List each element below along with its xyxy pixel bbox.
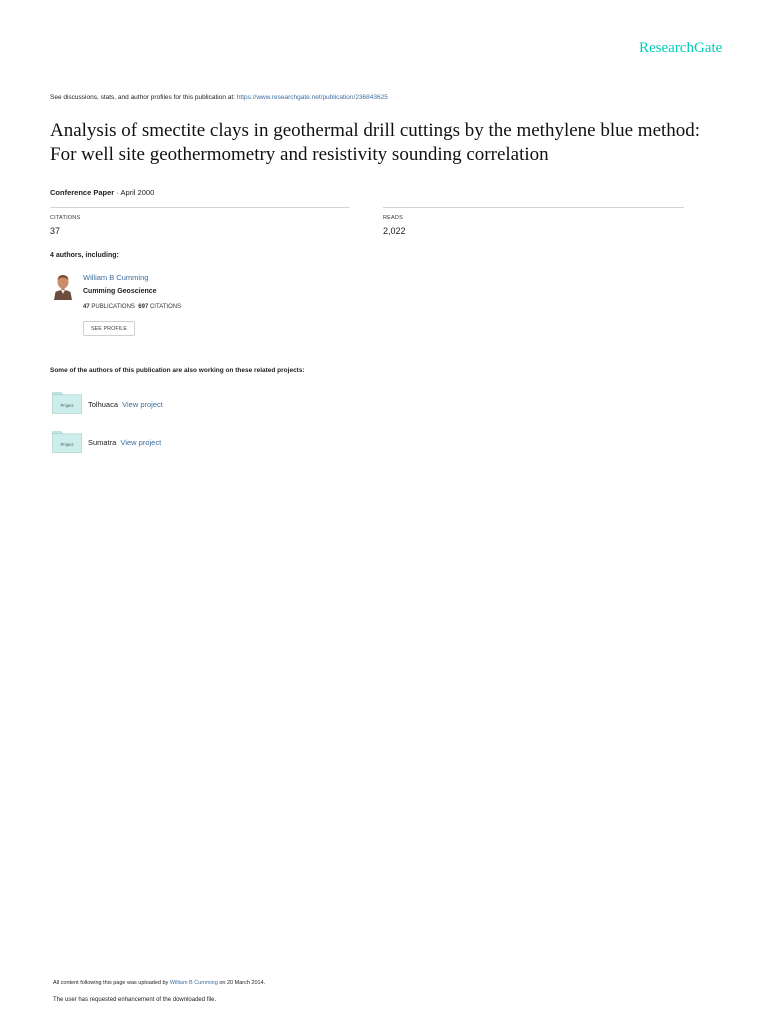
author-citations-count: 697 xyxy=(138,304,149,310)
author-citations-label: CITATIONS xyxy=(149,304,182,310)
view-project-link[interactable]: View project xyxy=(122,400,163,409)
author-name-link[interactable]: William B Cumming xyxy=(83,273,149,282)
discussion-line xyxy=(50,94,388,101)
publication-date: · April 2000 xyxy=(116,188,155,197)
citations-value: 37 xyxy=(50,226,61,236)
project-folder-icon[interactable] xyxy=(52,431,82,453)
project-name: Tolhuaca xyxy=(88,400,119,409)
discussion-prefix: See discussions, stats, and author profiles for this publication at: xyxy=(50,94,235,101)
citations-label: CITATIONS xyxy=(50,215,81,221)
reads-label: READS xyxy=(383,215,403,221)
upload-suffix: on 20 March 2014. xyxy=(219,980,266,986)
see-profile-button[interactable]: SEE PROFILE xyxy=(83,321,135,336)
project-item-sumatra xyxy=(88,438,161,447)
project-folder-label: Project xyxy=(60,403,74,408)
divider-citations xyxy=(50,207,350,208)
publication-title: Analysis of smectite clays in geothermal drill cuttings by the methylene blue method: For well site geothermometry and resistivity sounding correlation xyxy=(50,120,701,165)
reads-value: 2,022 xyxy=(383,226,406,236)
project-folder-label: Project xyxy=(60,442,74,447)
author-avatar[interactable] xyxy=(53,273,73,300)
uploader-link[interactable]: William B Cumming xyxy=(169,980,218,986)
view-project-link[interactable]: View project xyxy=(120,438,162,447)
enhancement-note: The user has requested enhancement of the downloaded file. xyxy=(53,997,217,1003)
project-item-tolhuaca xyxy=(88,400,163,409)
researchgate-logo[interactable]: ResearchGate xyxy=(639,40,723,56)
upload-prefix: All content following this page was uploaded by xyxy=(53,980,169,986)
publication-url-link[interactable]: https://www.researchgate.net/publication/236843625 xyxy=(236,94,388,101)
author-publications-count: 47 xyxy=(83,304,90,310)
project-name: Sumatra xyxy=(88,438,117,447)
publication-type: Conference Paper xyxy=(50,188,115,197)
author-stats xyxy=(83,304,181,310)
authors-heading: 4 authors, including: xyxy=(50,252,119,259)
project-folder-icon[interactable] xyxy=(52,392,82,414)
author-institution: Cumming Geoscience xyxy=(83,288,157,295)
upload-note xyxy=(53,980,265,986)
divider-reads xyxy=(383,207,684,208)
related-projects-heading: Some of the authors of this publication are also working on these related projects: xyxy=(50,367,305,374)
publication-meta xyxy=(50,188,154,197)
author-publications-label: PUBLICATIONS xyxy=(91,304,135,310)
